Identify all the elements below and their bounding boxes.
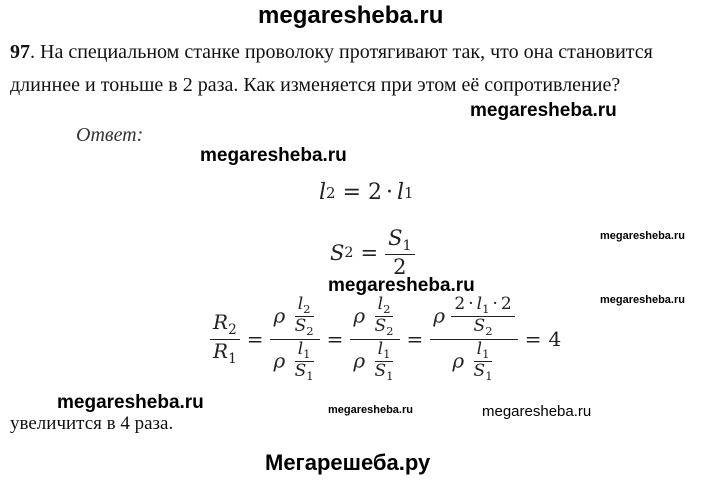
fraction-r2-over-r1: $\frac{R_2}{R_1}$ — [210, 311, 240, 367]
formula-resistance-ratio: $\frac{R_2}{R_1}$ = ρ $\frac{l_2}{S_2}$ ρ $\frac{l_1}{S_1}$ = ρ $\frac{l_2}{S_2}$ ρ $\frac{l_1}{S_1}$ = ρ $\frac{2 \cdot l_1 \cdot 2}{S_2}$ ρ $\frac{l_1}{S_1}$ = 4 — [210, 295, 561, 383]
footer-site-name: Мегарешеба.ру — [265, 450, 431, 475]
watermark-top: megaresheba.ru — [258, 2, 444, 29]
formula-length-relation: l 2 = 2 · l 1 — [319, 180, 414, 205]
formula-area-relation: S 2 = $\frac{S_1}{2}$ — [330, 226, 415, 280]
fraction-step-1: ρ $\frac{l_2}{S_2}$ ρ $\frac{l_1}{S_1}$ — [270, 295, 319, 383]
watermark-after-question: megaresheba.ru — [470, 100, 617, 121]
fraction-step-3: ρ $\frac{2 \cdot l_1 \cdot 2}{S_2}$ ρ $\frac{l_1}{S_1}$ — [430, 295, 517, 383]
task-text — [10, 36, 716, 102]
watermark-right-small-1: megaresheba.ru — [600, 230, 685, 242]
answer-label: Ответ: — [76, 124, 144, 146]
answer-result: увеличится в 4 раза. — [10, 413, 174, 434]
watermark-bottom-center-small: megaresheba.ru — [328, 404, 413, 416]
watermark-mid-formula: megaresheba.ru — [328, 275, 475, 296]
task-number: 97 — [10, 41, 30, 63]
watermark-bottom-left: megaresheba.ru — [57, 392, 204, 413]
fraction-area: $\frac{S_1}{2}$ — [385, 226, 414, 280]
watermark-after-answer-label: megaresheba.ru — [200, 145, 347, 166]
watermark-right-small-2: megaresheba.ru — [600, 294, 685, 306]
watermark-bottom-right: megaresheba.ru — [482, 403, 592, 420]
fraction-step-2: ρ $\frac{l_2}{S_2}$ ρ $\frac{l_1}{S_1}$ — [350, 295, 399, 383]
task-body: . На специальном станке проволоку протягивают так, что она становится длиннее и тоньше в 2 раза. Как изменяется при этом её сопротивление? — [10, 41, 653, 96]
formula-result-value: 4 — [548, 327, 562, 352]
